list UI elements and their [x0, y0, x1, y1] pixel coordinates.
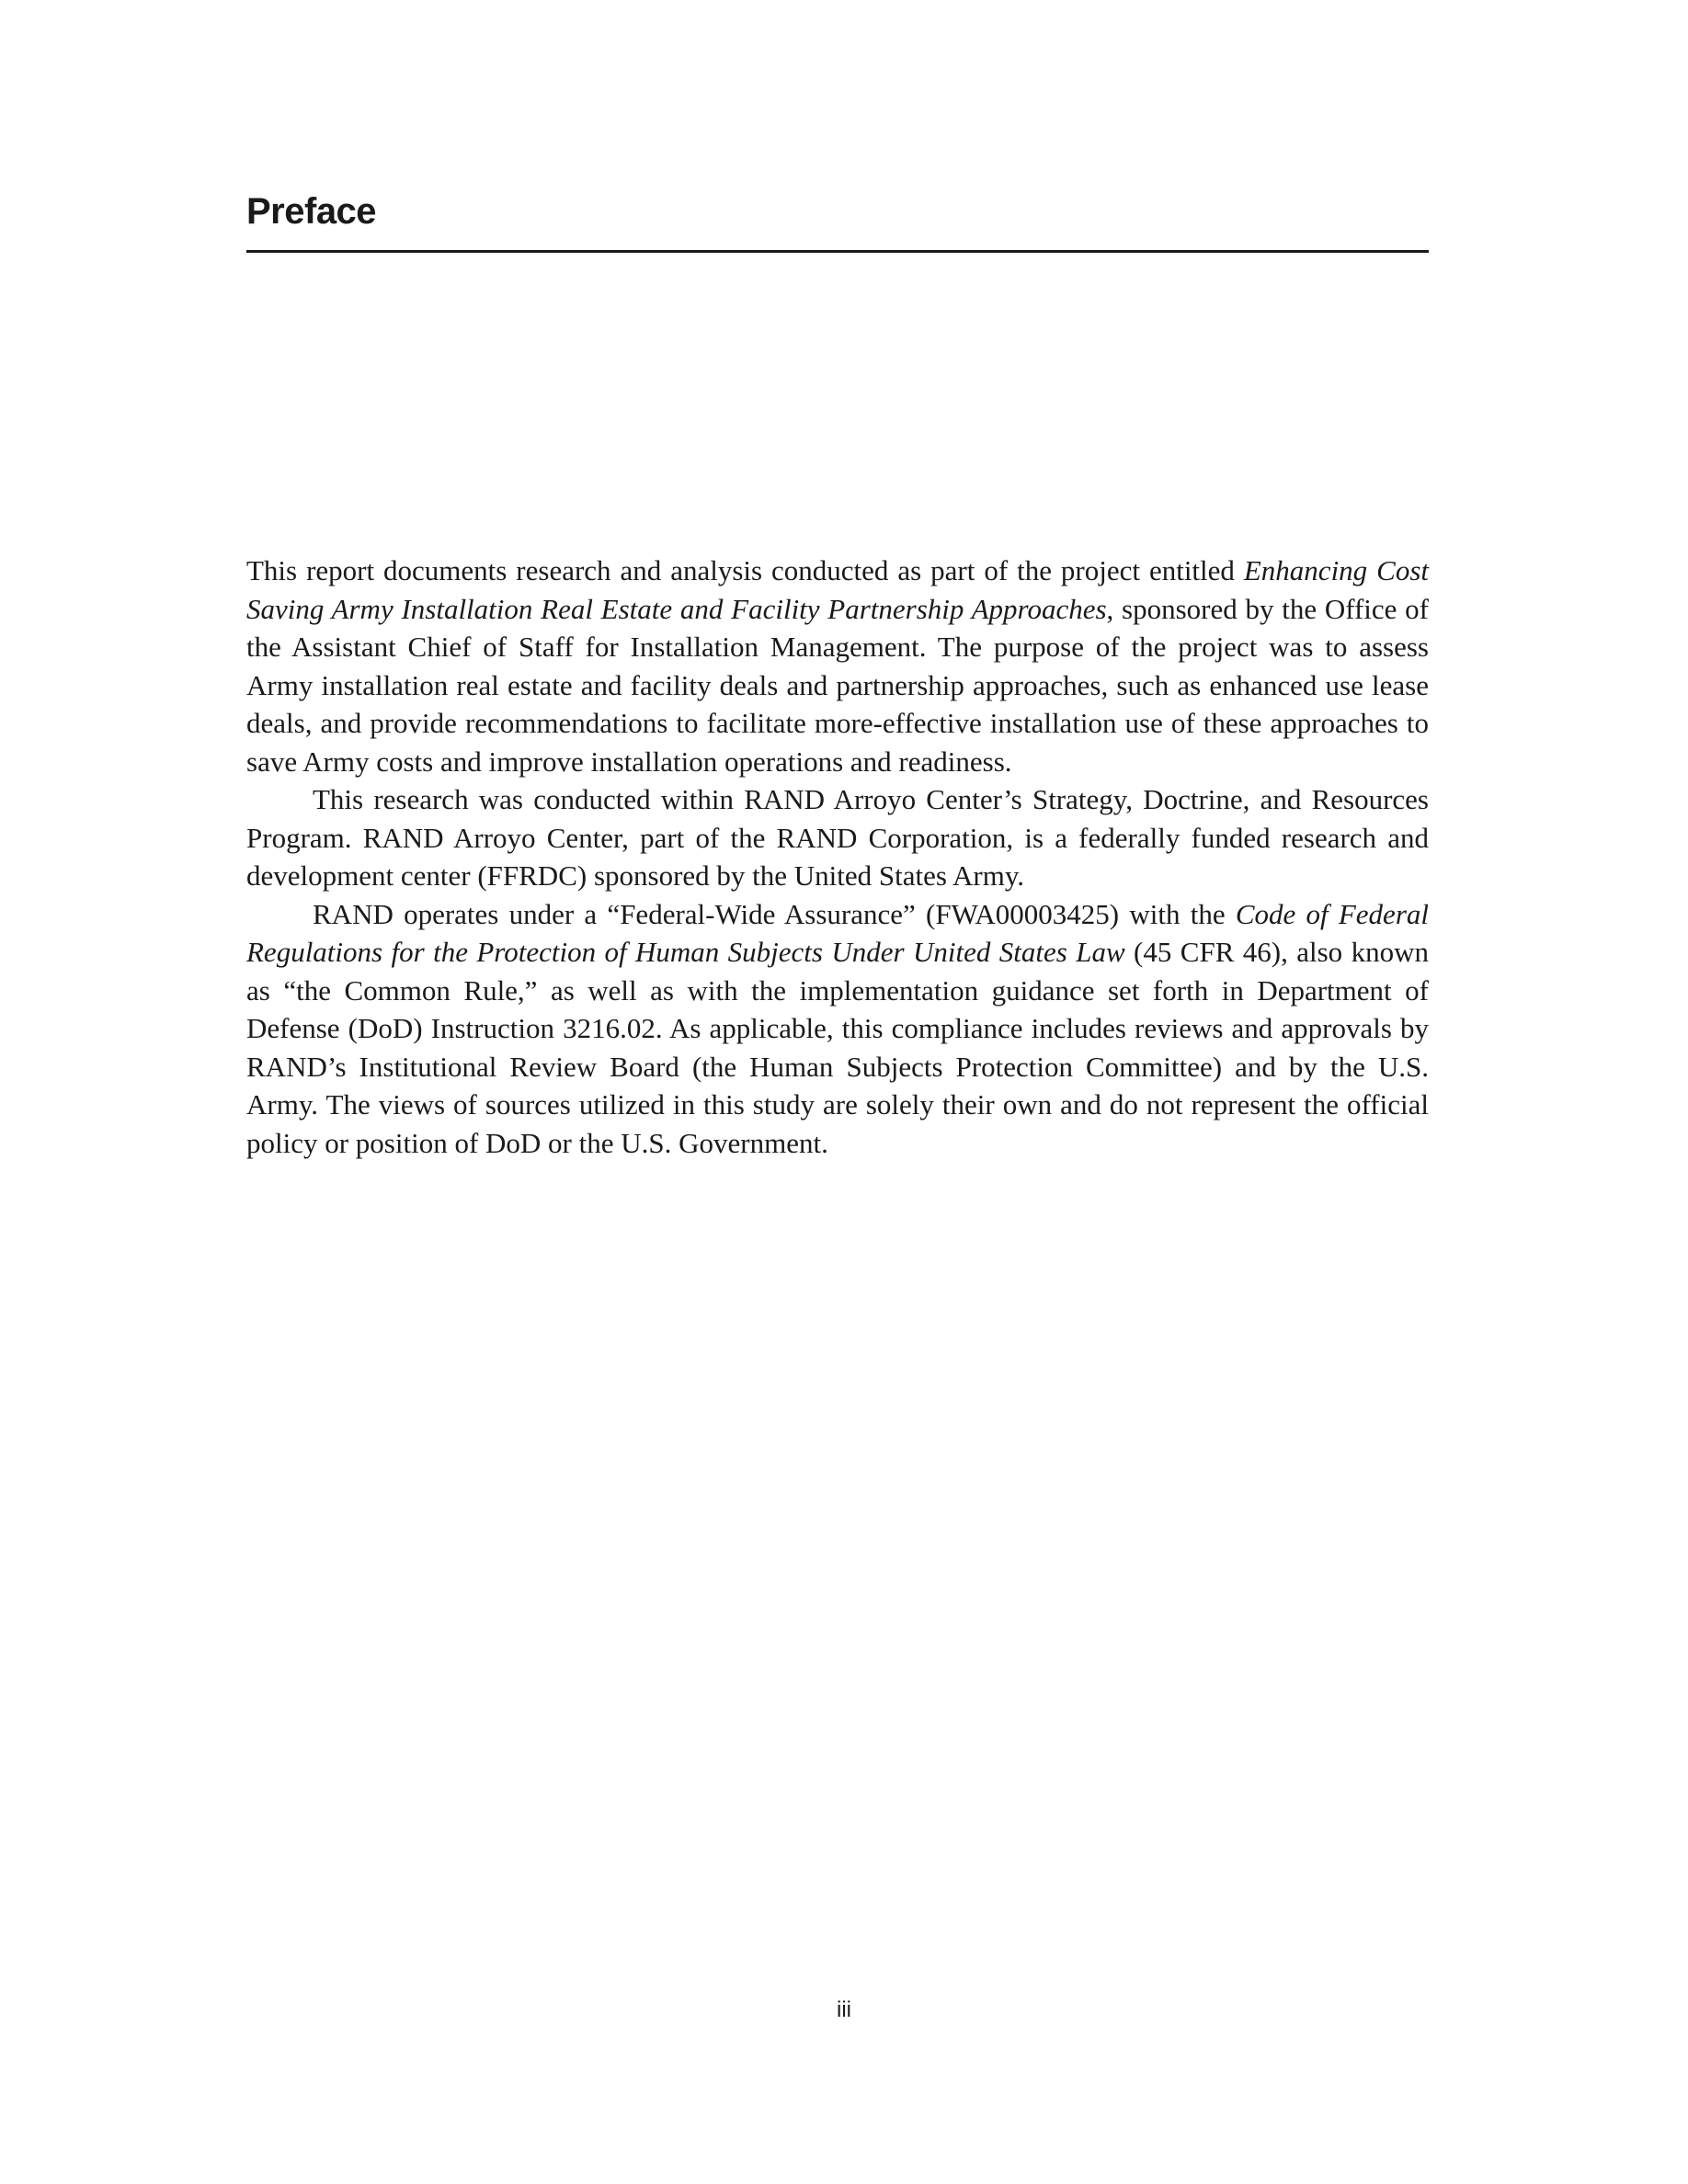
page-number: iii — [837, 1997, 851, 2022]
page-title: Preface — [246, 191, 377, 232]
paragraph-1 — [246, 552, 1429, 780]
regulation-title: Code of Federal Regulations for the Protection of Human Subjects Under United States Law — [246, 897, 1429, 968]
title-rule — [246, 250, 1429, 253]
paragraph-1-run-1: This report documents research and analysis conducted as part of the project entitled — [246, 554, 1244, 586]
project-title: Enhancing Cost Saving Army Installation Real Estate and Facility Partnership Approaches — [246, 554, 1429, 625]
paragraph-3-run-1: RAND operates under a “Federal-Wide Assurance” (FWA00003425) with the — [313, 897, 1236, 930]
preface-body — [246, 552, 1429, 1162]
paragraph-3-run-3: (45 CFR 46), also known as “the Common Rule,” as well as with the implementation guidance set forth in Department of Defense (DoD) Instruction 3216.02. As applicable, this compliance includes reviews and approvals by RAND’s Institutional Review Board (the Human Subjects Protection Committee) and by the U.S. Army. The views of sources utilized in this study are solely their own and do not represent the official policy or position of DoD or the U.S. Government. — [246, 936, 1429, 1159]
paragraph-2 — [246, 780, 1429, 895]
paragraph-2-run-1: This research was conducted within RAND Arroyo Center’s Strategy, Doctrine, and Resources Program. RAND Arroyo Center, part of the RAND Corporation, is a federally funded research and development center (FFRDC) sponsored by the United States Army. — [246, 783, 1429, 892]
paragraph-3 — [246, 895, 1429, 1163]
paragraph-1-run-3: , sponsored by the Office of the Assistant Chief of Staff for Installation Management. The purpose of the project was to assess Army installation real estate and facility deals and partnership approaches, such as enhanced use lease deals, and provide recommendations to facilitate more-effective installation use of these approaches to save Army costs and improve installation operations and readiness. — [246, 592, 1429, 778]
